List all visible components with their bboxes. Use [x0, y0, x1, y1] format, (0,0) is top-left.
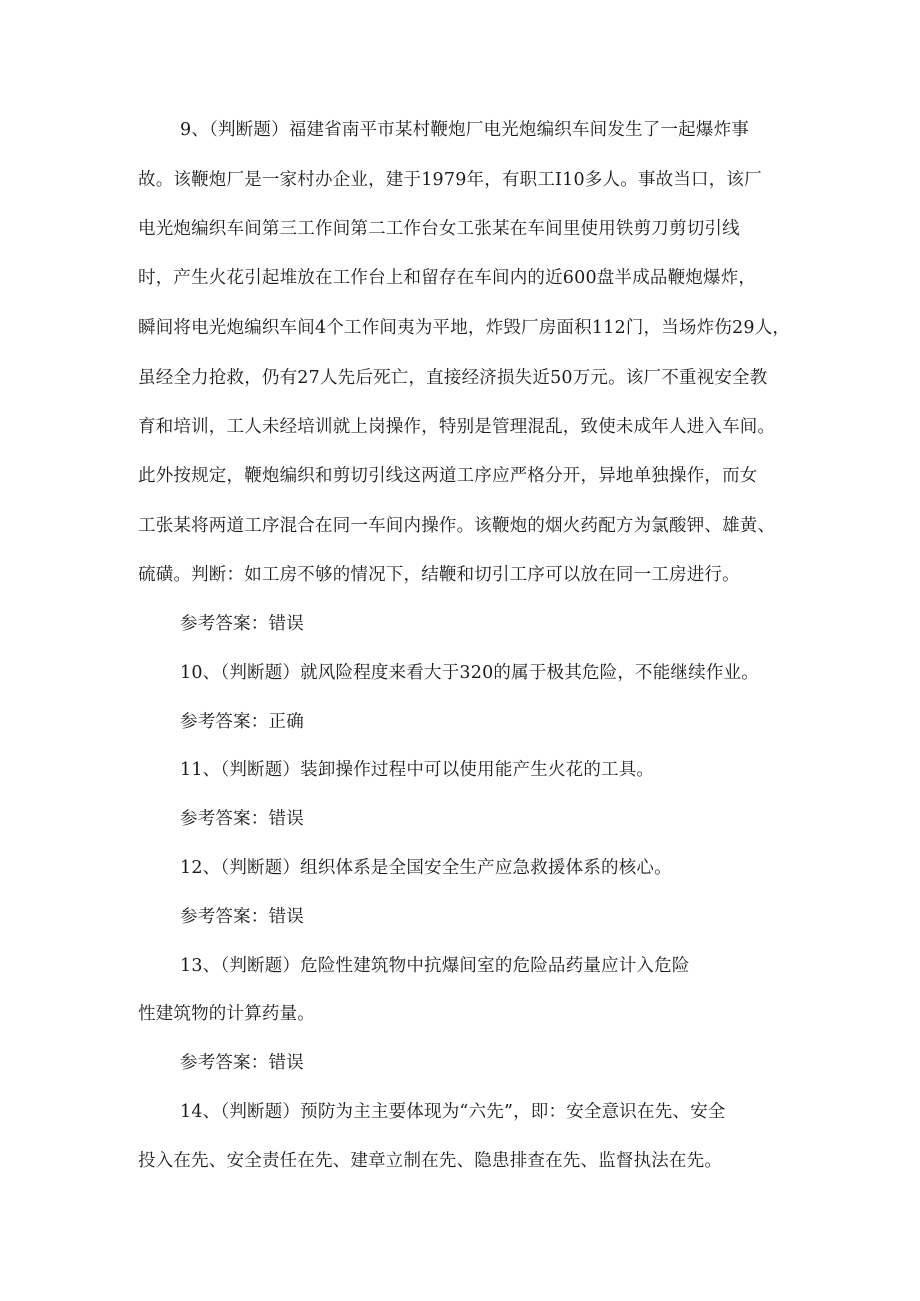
- answer-line: 参考答案：错误: [180, 809, 304, 829]
- question-text-line: 硫磺。判断：如工房不够的情况下，结鞭和切引工序可以放在同一工房进行。: [138, 565, 740, 585]
- answer-line: 参考答案：错误: [180, 1053, 304, 1073]
- question-text-line: 时，产生火花引起堆放在工作台上和留存在车间内的近600盘半成品鞭炮爆炸，: [138, 268, 757, 288]
- answer-line: 参考答案：错误: [180, 907, 304, 927]
- answer-line: 参考答案：正确: [180, 712, 304, 732]
- question-text-line: 14、（判断题）预防为主主要体现为“六先”，即：安全意识在先、安全: [180, 1102, 726, 1122]
- question-text-line: 电光炮编织车间第三工作间第二工作台女工张某在车间里使用铁剪刀剪切引线: [138, 219, 740, 239]
- question-text-line: 9、（判断题）福建省南平市某村鞭炮厂电光炮编织车间发生了一起爆炸事: [180, 120, 749, 140]
- question-text-line: 投入在先、安全责任在先、建章立制在先、隐患排查在先、监督执法在先。: [138, 1151, 723, 1171]
- question-text-line: 故。该鞭炮厂是一家村办企业，建于1979年，有职工I10多人。事故当口，该厂: [138, 170, 762, 190]
- question-text-line: 13、（判断题）危险性建筑物中抗爆间室的危险品药量应计入危险: [180, 956, 690, 976]
- question-text-line: 性建筑物的计算药量。: [138, 1004, 315, 1024]
- question-text-line: 10、（判断题）就风险程度来看大于320的属于极其危险，不能继续作业。: [180, 663, 759, 683]
- question-text-line: 工张某将两道工序混合在同一车间内操作。该鞭炮的烟火药配方为氯酸钾、雄黄、: [138, 516, 776, 536]
- question-text-line: 虽经全力抢救，仍有27人先后死亡，直接经济损失近50万元。该厂不重视安全教: [138, 368, 768, 388]
- question-text-line: 12、（判断题）组织体系是全国安全生产应急救援体系的核心。: [180, 858, 672, 878]
- question-text-line: 此外按规定，鞭炮编织和剪切引线这两道工序应严格分开，异地单独操作，而女: [138, 466, 758, 486]
- question-text-line: 瞬间将电光炮编织车间4个工作间夷为平地，炸毁厂房面积112门，当场炸伤29人，: [138, 318, 791, 338]
- question-text-line: 11、（判断题）装卸操作过程中可以使用能产生火花的工具。: [180, 760, 655, 780]
- question-text-line: 育和培训，工人未经培训就上岗操作，特别是管理混乱，致使未成年人进入车间。: [138, 417, 776, 437]
- answer-line: 参考答案：错误: [180, 614, 304, 634]
